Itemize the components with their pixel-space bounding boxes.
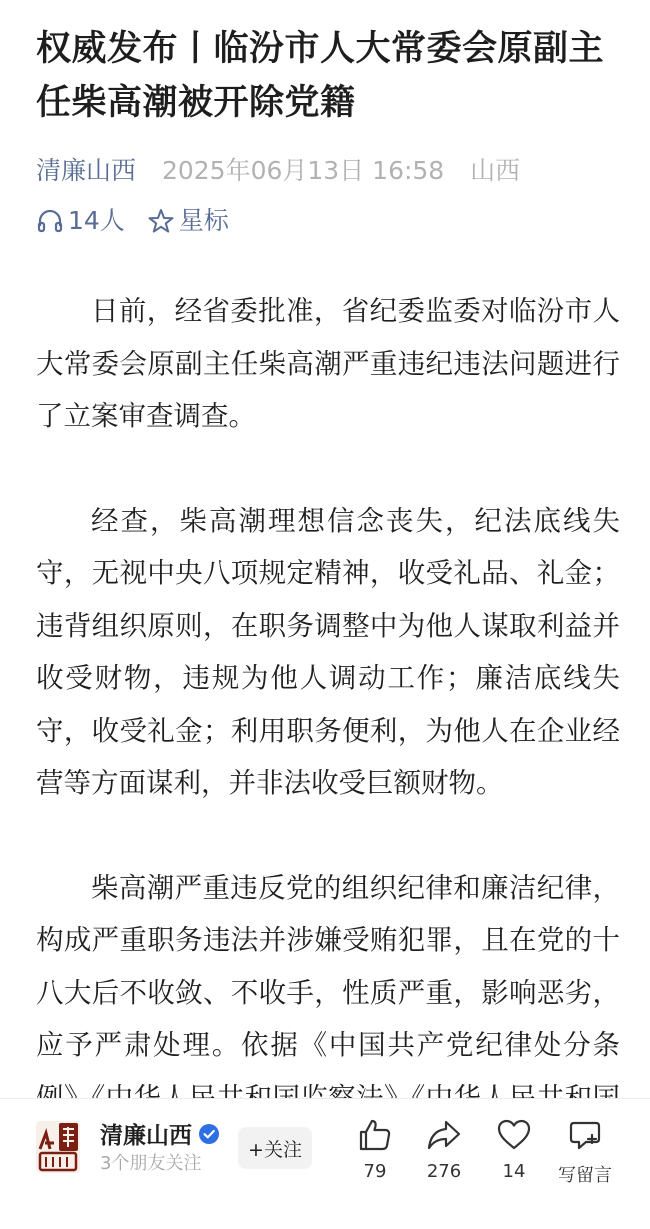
article-paragraph: 日前，经省委批准，省纪委监委对临汾市人大常委会原副主任柴高潮严重违纪违法问题进行了立案审查调查。 <box>36 295 620 432</box>
headphones-icon <box>36 207 64 235</box>
article-paragraph: 柴高潮严重违反党的组织纪律和廉洁纪律，构成严重职务违法并涉嫌受贿犯罪，且在党的十八大后不收敛、不收手，性质严重，影响恶劣，应予严肃处理。依据《中国共产党纪律处分条 <box>36 871 620 1061</box>
comment-label: 写留言 <box>558 1165 612 1186</box>
thumbs-up-icon <box>357 1117 393 1153</box>
share-arrow-icon <box>426 1117 462 1153</box>
publish-location: 山西 <box>470 156 521 185</box>
verified-badge-icon <box>198 1123 220 1145</box>
favorite-count: 14 <box>502 1161 526 1182</box>
listen-button[interactable] <box>36 202 125 240</box>
friends-following-text: 3个朋友关注 <box>100 1153 202 1174</box>
account-link[interactable]: 清廉山西 <box>36 156 137 185</box>
star-icon <box>147 207 175 235</box>
heart-icon <box>496 1117 532 1153</box>
like-button[interactable] <box>340 1117 410 1182</box>
star-button[interactable] <box>147 202 229 240</box>
favorite-button[interactable] <box>479 1117 549 1182</box>
account-logo-icon <box>36 1121 80 1173</box>
comment-plus-icon <box>567 1117 603 1153</box>
article-title: 权威发布丨临汾市人大常委会原副主任柴高潮被开除党籍 <box>36 29 605 123</box>
listener-count: 14人 <box>68 206 125 235</box>
bottom-account-label: 清廉山西 <box>100 1123 192 1149</box>
publish-datetime: 2025年06月13日 16:58 <box>161 156 445 185</box>
follow-button[interactable]: +关注 <box>238 1127 312 1169</box>
share-button[interactable] <box>409 1117 479 1182</box>
share-count: 276 <box>426 1161 462 1182</box>
star-label: 星标 <box>178 206 229 235</box>
article-meta <box>36 152 520 190</box>
comment-button[interactable] <box>550 1117 620 1187</box>
bottom-action-bar <box>0 1098 650 1205</box>
account-avatar[interactable] <box>36 1121 80 1173</box>
like-count: 79 <box>363 1161 387 1182</box>
article-stats <box>36 202 251 240</box>
article-body <box>36 285 620 1229</box>
article-paragraph: 经查，柴高潮理想信念丧失，纪法底线失守，无视中央八项规定精神，收受礼品、礼金；违背组织原则，在职务调整中为他人谋取利益并收受财物，违规为他人调动工作；廉洁底线失守，收受礼金；利用职务便利，为他人在企业经营等方面谋利，并非法收受巨额财物。 <box>36 504 620 799</box>
bottom-account-name[interactable] <box>100 1117 220 1150</box>
